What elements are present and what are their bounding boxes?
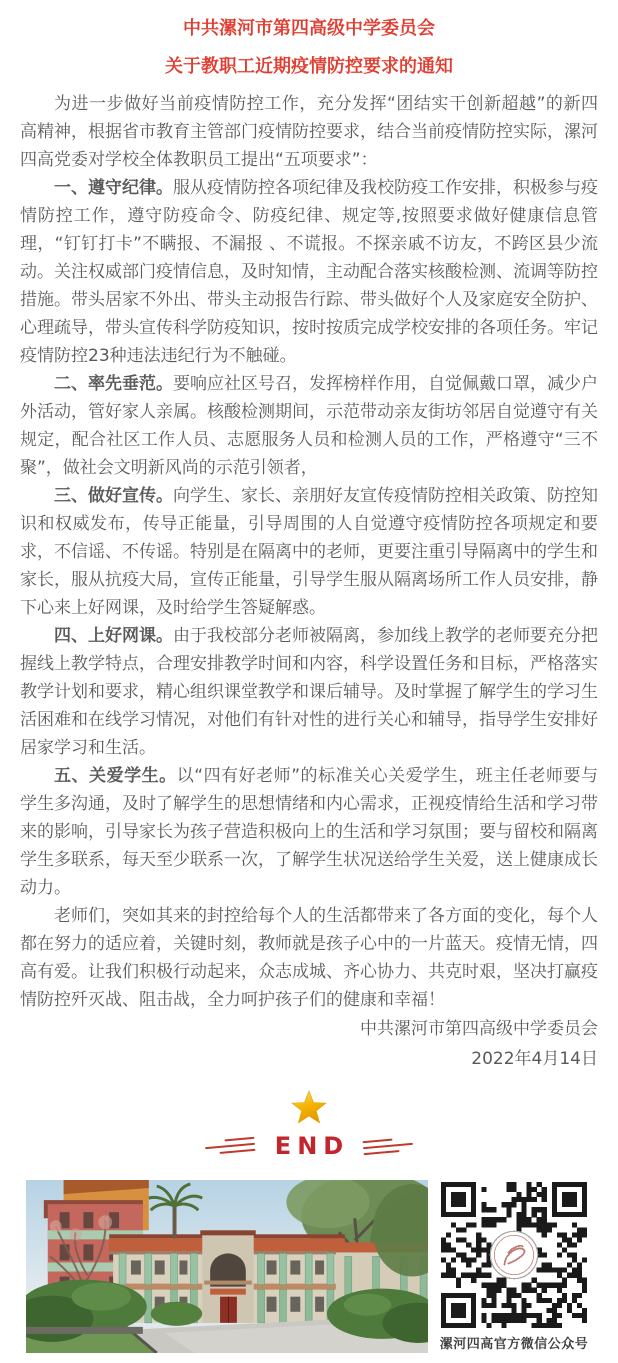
section-heading-4: 四、上好网课。 — [54, 626, 173, 646]
section-text-1: 服从疫情防控各项纪律及我校防疫工作安排，积极参与疫情防控工作，遵守防疫命令、防疫纪律、规定等,按照要求做好健康信息管理，“钉钉打卡”不瞒报、不漏报 、不谎报。不探亲戚不访友，不跨区县少流动。关注权威部门疫情信息，及时知情，主动配合落实核酸检测、流调等防控措施。带头居家不外出、带头主动报告行踪、带头做好个人及家庭安全防护、心理疏导，带头宣传科学防疫知识，按时按质完成学校安排的各项任务。牢记疫情防控23种违法违纪行为不触碰。 — [20, 178, 598, 366]
school-photo — [26, 1180, 428, 1353]
intro-paragraph: 为进一步做好当前疫情防控工作，充分发挥“团结实干创新超越”的新四高精神，根据省市教育主管部门疫情防控要求，结合当前疫情防控实际，漯河四高党委对学校全体教职员工提出“五项要求”： — [20, 94, 598, 170]
end-marker — [20, 1090, 598, 1158]
article-subtitle: 关于教职工近期疫情防控要求的通知 — [165, 56, 453, 77]
star-icon — [291, 1090, 327, 1128]
article-body — [20, 90, 598, 1074]
signature: 中共漯河市第四高级中学委员会 — [360, 1019, 598, 1039]
section-text-5: 以“四有好老师”的标准关心关爱学生，班主任老师要与学生多沟通，及时了解学生的思想情绪和内心需求，正视疫情给生活和学习带来的影响，引导家长为孩子营造积极向上的生活和学习氛围；要与留校和隔离学生多联系，每天至少联系一次，了解学生状况送给学生关爱，送上健康成长动力。 — [20, 766, 598, 898]
section-paragraph-2 — [20, 370, 598, 482]
end-divider-left-icon — [204, 1137, 255, 1155]
section-paragraph-3 — [20, 482, 598, 622]
section-paragraph-1 — [20, 174, 598, 370]
closing-paragraph: 老师们，突如其来的封控给每个人的生活都带来了各方面的变化，每个人都在努力的适应着，关键时刻，教师就是孩子心中的一片蓝天。疫情无情，四高有爱。让我们积极行动起来，众志成城、齐心协力、共克时艰，坚决打赢疫情防控歼灭战、阻击战，全力呵护孩子们的健康和幸福！ — [20, 906, 598, 1010]
section-text-3: 向学生、家长、亲朋好友宣传疫情防控相关政策、防控知识和权威发布，传导正能量，引导周围的人自觉遵守疫情防控各项规定和要求，不信谣、不传谣。特别是在隔离中的老师，更要注重引导隔离中的学生和家长，服从抗疫大局，宣传正能量，引导学生服从隔离场所工作人员安排，静下心来上好网课，及时给学生答疑解惑。 — [20, 486, 598, 618]
section-paragraph-4 — [20, 622, 598, 762]
section-paragraph-5 — [20, 762, 598, 902]
footer-images — [26, 1180, 592, 1353]
section-text-2: 要响应社区号召，发挥榜样作用，自觉佩戴口罩，减少户外活动，管好家人亲属。核酸检测期间，示范带动亲友街坊邻居自觉遵守有关规定，配合社区工作人员、志愿服务人员和检测人员的工作，严格遵守“三不聚”，做社会文明新风尚的示范引领者， — [20, 374, 598, 478]
article-title: 中共漯河市第四高级中学委员会 — [183, 18, 435, 39]
section-heading-3: 三、做好宣传。 — [54, 486, 173, 506]
section-heading-1: 一、遵守纪律。 — [54, 178, 173, 198]
end-label: END — [274, 1132, 350, 1160]
section-text-4: 由于我校部分老师被隔离，参加线上教学的老师要充分把握线上教学特点，合理安排教学时间和内容，科学设置任务和目标，严格落实教学计划和要求，精心组织课堂教学和课后辅导。及时掌握了解学生的学习生活困难和在线学习情况，对他们有针对性的进行关心和辅导，指导学生安排好居家学习和生活。 — [20, 626, 598, 758]
section-heading-2: 二、率先垂范。 — [54, 374, 173, 394]
section-heading-5: 五、关爱学生。 — [54, 766, 177, 786]
qr-panel — [436, 1180, 592, 1353]
date: 2022年4月14日 — [471, 1049, 598, 1069]
end-divider-right-icon — [363, 1137, 414, 1155]
qr-code-icon — [441, 1182, 587, 1328]
qr-caption: 漯河四高官方微信公众号 — [439, 1337, 589, 1352]
